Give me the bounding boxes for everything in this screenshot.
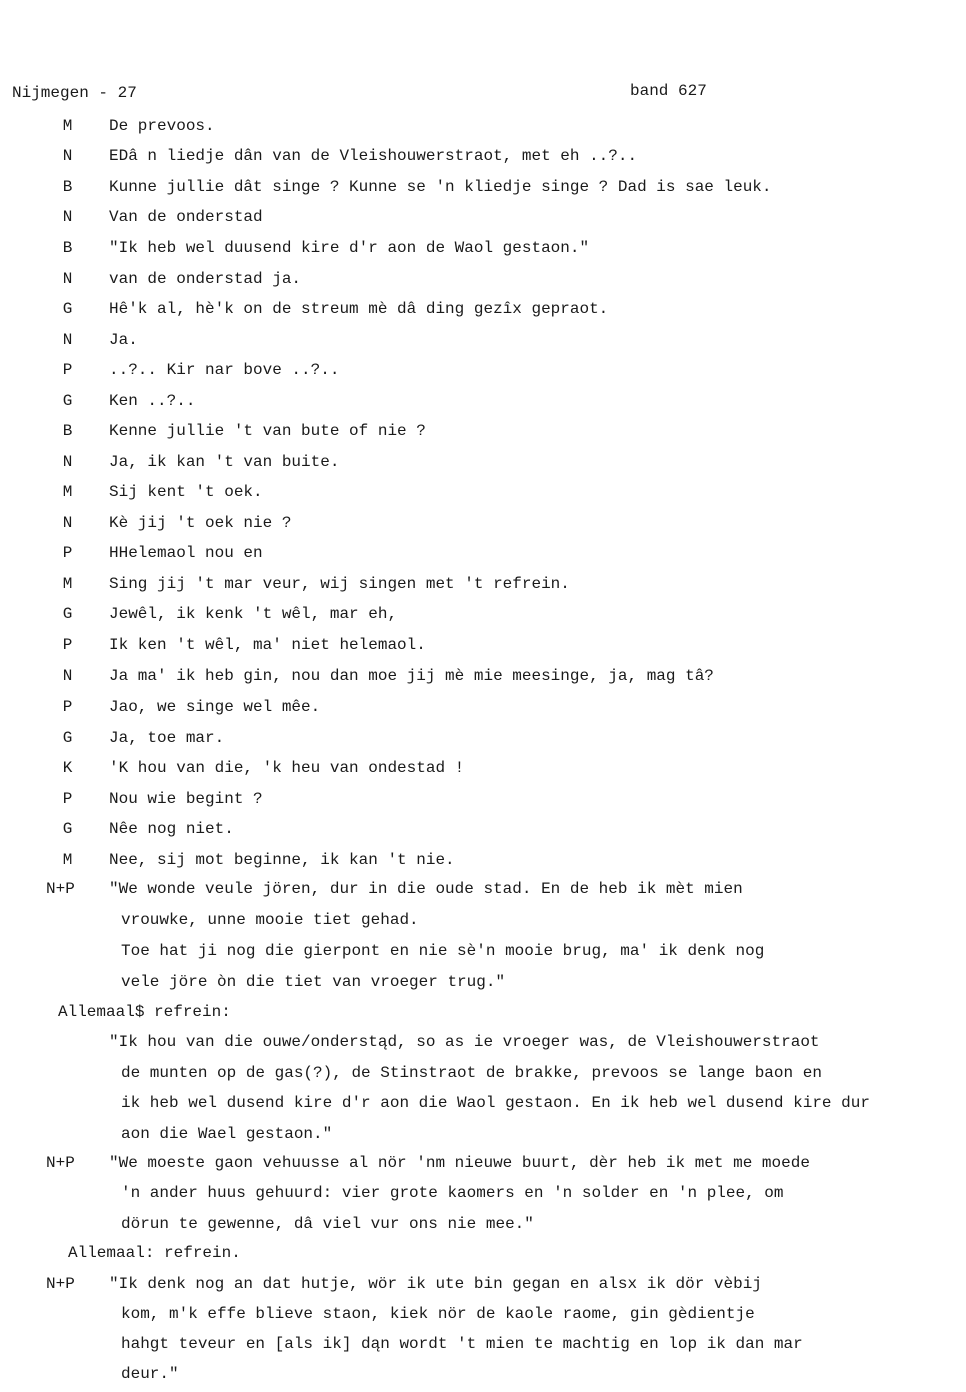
speaker-label: M: [62, 851, 73, 869]
song-line: kom, m'k effe blieve staon, kiek nör de kaole raome, gin gèdientje: [121, 1305, 755, 1323]
utterance: Ja ma' ik heb gin, nou dan moe jij mè mie meesinge, ja, mag tâ?: [109, 667, 714, 685]
refrain-label: Allemaal$ refrein:: [58, 1003, 231, 1021]
speaker-label: P: [62, 544, 73, 562]
speaker-label: G: [62, 300, 73, 318]
song-line: vrouwke, unne mooie tiet gehad.: [121, 911, 419, 929]
utterance: "Ik heb wel duusend kire d'r aon de Waol gestaon.": [109, 239, 590, 257]
speaker-label: P: [62, 361, 73, 379]
speaker-label: N: [62, 331, 73, 349]
speaker-label: K: [62, 759, 73, 777]
song-line: "We moeste gaon vehuusse al nör 'nm nieuwe buurt, dèr heb ik met me moede: [109, 1154, 810, 1172]
speaker-label: P: [62, 790, 73, 808]
speaker-label: B: [62, 239, 73, 257]
utterance: Hê'k al, hè'k on de streum mè dâ ding gezîx gepraot.: [109, 300, 609, 318]
utterance: 'K hou van die, 'k heu van ondestad !: [109, 759, 465, 777]
utterance: Nou wie begint ?: [109, 790, 263, 808]
utterance: Jao, we singe wel mêe.: [109, 698, 321, 716]
speaker-label: P: [62, 636, 73, 654]
refrain-line: "Ik hou van die ouwe/onderstąd, so as ie vroeger was, de Vleishouwerstraot: [109, 1033, 820, 1051]
utterance: Ja, ik kan 't van buite.: [109, 453, 340, 471]
speaker-label: N: [62, 208, 73, 226]
refrain-line: de munten op de gas(?), de Stinstraot de brakke, prevoos se lange baon en: [121, 1064, 822, 1082]
utterance: EDâ n liedje dân van de Vleishouwerstraot, met eh ..?..: [109, 147, 638, 165]
utterance: Nee, sij mot beginne, ik kan 't nie.: [109, 851, 455, 869]
speaker-label: N: [62, 147, 73, 165]
header-location: Nijmegen - 27: [12, 84, 137, 102]
song-speaker-label: N+P: [46, 880, 75, 898]
utterance: van de onderstad ja.: [109, 270, 302, 288]
utterance: Van de onderstad: [109, 208, 263, 226]
utterance: De prevoos.: [109, 117, 215, 135]
refrain-label: Allemaal: refrein.: [68, 1244, 241, 1262]
refrain-line: ik heb wel dusend kire d'r aon die Waol gestaon. En ik heb wel dusend kire dur: [121, 1094, 870, 1112]
utterance: Kunne jullie dât singe ? Kunne se 'n kliedje singe ? Dad is sae leuk.: [109, 178, 772, 196]
utterance: Ja.: [109, 331, 138, 349]
song-line: deur.": [121, 1365, 179, 1383]
utterance: Sing jij 't mar veur, wij singen met 't refrein.: [109, 575, 570, 593]
speaker-label: M: [62, 483, 73, 501]
speaker-label: B: [62, 178, 73, 196]
speaker-label: G: [62, 820, 73, 838]
speaker-label: B: [62, 422, 73, 440]
speaker-label: G: [62, 729, 73, 747]
song-speaker-label: N+P: [46, 1154, 75, 1172]
speaker-label: N: [62, 453, 73, 471]
utterance: HHelemaol nou en: [109, 544, 263, 562]
song-line: "Ik denk nog an dat hutje, wör ik ute bin gegan en alsx ik dör vèbij: [109, 1275, 762, 1293]
utterance: Ja, toe mar.: [109, 729, 225, 747]
song-line: dörun te gewenne, dâ viel vur ons nie mee.": [121, 1215, 534, 1233]
utterance: Kè jij 't oek nie ?: [109, 514, 292, 532]
speaker-label: N: [62, 514, 73, 532]
refrain-line: aon die Wael gestaon.": [121, 1125, 333, 1143]
utterance: Ik ken 't wêl, ma' niet helemaol.: [109, 636, 426, 654]
speaker-label: M: [62, 117, 73, 135]
utterance: Ken ..?..: [109, 392, 196, 410]
speaker-label: M: [62, 575, 73, 593]
song-line: vele jöre òn die tiet van vroeger trug.": [121, 973, 506, 991]
utterance: ..?.. Kir nar bove ..?..: [109, 361, 340, 379]
utterance: Sij kent 't oek.: [109, 483, 263, 501]
song-line: Toe hat ji nog die gierpont en nie sè'n mooie brug, ma' ik denk nog: [121, 942, 765, 960]
header-tape-number: band 627: [630, 82, 707, 100]
utterance: Jewêl, ik kenk 't wêl, mar eh,: [109, 605, 398, 623]
speaker-label: P: [62, 698, 73, 716]
speaker-label: N: [62, 667, 73, 685]
speaker-label: G: [62, 392, 73, 410]
song-line: hahgt teveur en [als ik] dąn wordt 't mien te machtig en lop ik dan mar: [121, 1335, 803, 1353]
song-speaker-label: N+P: [46, 1275, 75, 1293]
song-line: 'n ander huus gehuurd: vier grote kaomers en 'n solder en 'n plee, om: [121, 1184, 784, 1202]
song-line: "We wonde veule jören, dur in die oude stad. En de heb ik mèt mien: [109, 880, 743, 898]
utterance: Kenne jullie 't van bute of nie ?: [109, 422, 426, 440]
speaker-label: N: [62, 270, 73, 288]
utterance: Nêe nog niet.: [109, 820, 234, 838]
speaker-label: G: [62, 605, 73, 623]
